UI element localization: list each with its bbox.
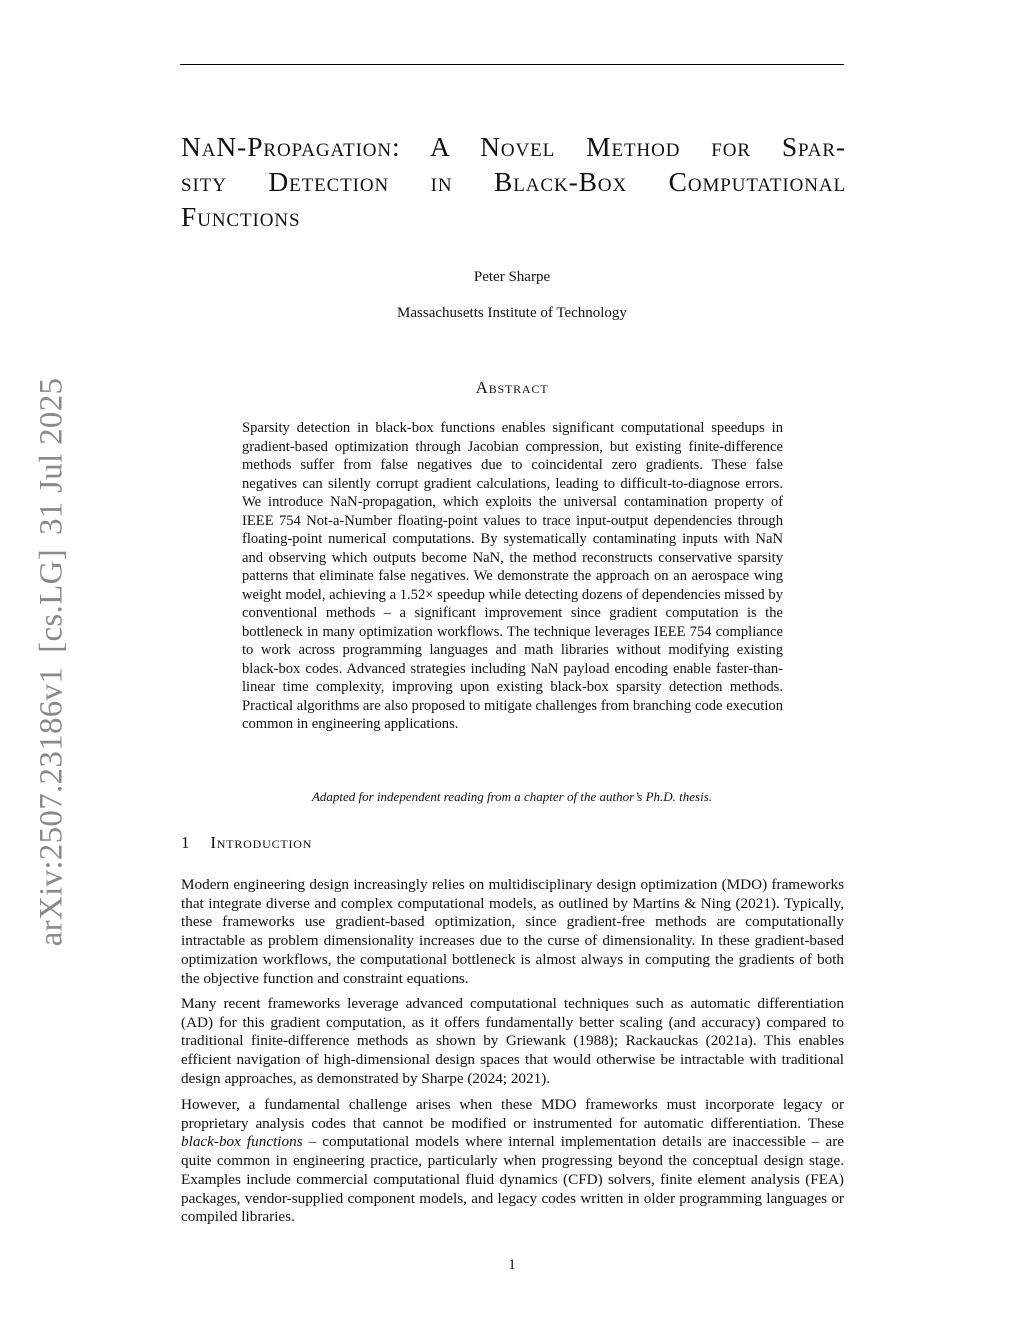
paragraph-text: However, a fundamental challenge arises when these MDO frameworks must incorporate legacy or proprietary analysis codes that cannot be modified or instrumented for automatic differentiation. These xyxy=(181,1096,844,1132)
intro-paragraph-3 xyxy=(181,1096,844,1227)
intro-paragraph-2: Many recent frameworks leverage advanced computational techniques such as automatic differentiation (AD) for this gradient computation, as it offers fundamentally better scaling (and accuracy) compared to traditional finite-difference methods as shown by Griewank (1988); Rackauckas (2021a). This enables efficient navigation of high-dimensional design spaces that would otherwise be intractable with traditional design approaches, as demonstrated by Sharpe (2024; 2021). xyxy=(181,995,844,1087)
arxiv-side-stamp xyxy=(34,362,71,962)
paper-title xyxy=(181,129,846,234)
section-number: 1 xyxy=(181,833,191,852)
page-number: 1 xyxy=(508,1257,516,1273)
author-name: Peter Sharpe xyxy=(473,269,551,285)
thesis-note: Adapted for independent reading from a chapter of the author’s Ph.D. thesis. xyxy=(311,789,713,804)
top-rule xyxy=(180,64,844,65)
emphasis-black-box-functions: black-box functions xyxy=(181,1133,303,1151)
intro-paragraph-1: Modern engineering design increasingly relies on multidisciplinary design optimization (MDO) frameworks that integrate diverse and complex computational models, as outlined by Martins & Ning (2021). Typically, these frameworks use gradient-based optimization, since gradient-free methods are computationally intractable as problem dimensionality increases due to the curse of dimensionality. In these gradient-based optimization workflows, the computational bottleneck is almost always in computing the gradients of both the objective function and constraint equations. xyxy=(181,876,844,987)
paragraph-text: – computational models where internal implementation details are inaccessible – are quite common in engineering practice, particularly when progressing beyond the conceptual design stage. Examples include commercial computational fluid dynamics (CFD) solvers, finite element analysis (FEA) packages, vendor-supplied component models, and legacy codes written in older programming languages or compiled libraries. xyxy=(181,1133,844,1226)
title-line: sity Detection in Black-Box Computational xyxy=(181,166,846,197)
section-heading-introduction xyxy=(181,833,312,853)
title-line: Functions xyxy=(181,201,301,232)
arxiv-id[interactable]: arXiv:2507.23186v1 xyxy=(33,666,70,947)
author-affiliation: Massachusetts Institute of Technology xyxy=(397,305,627,321)
title-line: NaN-Propagation: A Novel Method for Spar- xyxy=(181,131,846,162)
section-title: Introduction xyxy=(210,833,313,852)
abstract-text: Sparsity detection in black-box functions enables significant computational speedups in gradient-based optimization through Jacobian compression, but existing finite-difference methods suffer from false negatives due to coincidental zero gradients. These false negatives can silently corrupt gradient calculations, leading to difficult-to-diagnose errors. We introduce NaN-propagation, which exploits the universal contamination property of IEEE 754 Not-a-Number floating-point values to trace input-output dependencies through floating-point numerical computations. By systematically contaminating inputs with NaN and observing which outputs become NaN, the method reconstructs conservative sparsity patterns that eliminate false negatives. We demonstrate the approach on an aerospace wing weight model, achieving a 1.52× speedup while detecting dozens of dependencies missed by conventional methods – a significant improvement since gradient computation is the bottleneck in many optimization workflows. The technique leverages IEEE 754 compliance to work across programming languages and math libraries without modifying existing black-box codes. Advanced strategies including NaN payload encoding enable faster-than-linear time complexity, improving upon existing black-box sparsity detection methods. Practical algorithms are also proposed to mitigate challenges from branching code execution common in engineering applications. xyxy=(242,420,783,732)
arxiv-date: 31 Jul 2025 xyxy=(33,377,70,536)
arxiv-category: [cs.LG] xyxy=(33,549,70,653)
abstract-heading: Abstract xyxy=(475,378,549,397)
